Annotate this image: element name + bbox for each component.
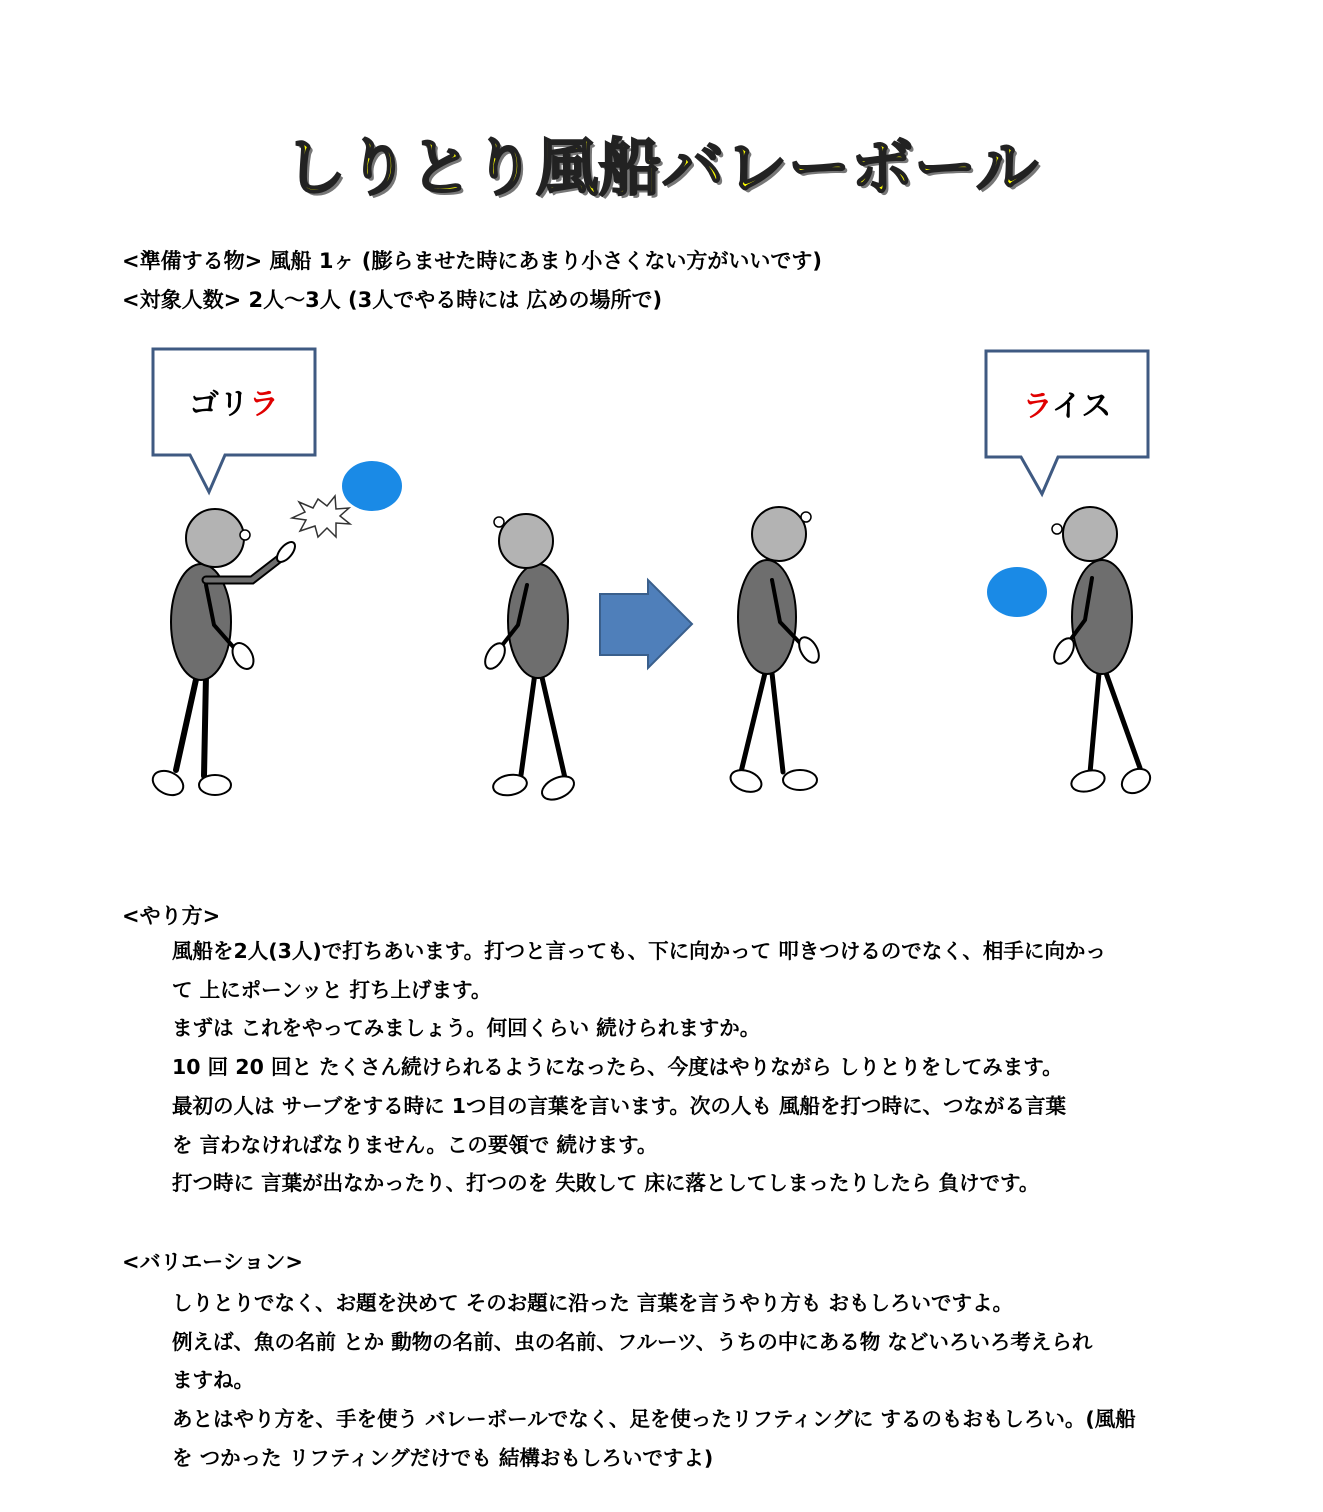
how-to-line: 10 回 20 回と たくさん続けられるようになったら、今度はやりながら しりとりをしてみます。: [172, 1055, 1063, 1080]
variation-line: ますね。: [172, 1368, 254, 1393]
how-to-line: 風船を2人(3人)で打ちあいます。打つと言っても、下に向かって 叩きつけるのでなく、相手に向かっ: [172, 939, 1106, 963]
figure-walking-1: [481, 514, 578, 804]
how-to-line: 最初の人は サーブをする時に 1つ目の言葉を言います。次の人も 風船を打つ時に、つながる言葉: [172, 1093, 1067, 1118]
balloon-right: [987, 567, 1047, 617]
how-to-line: 打つ時に 言葉が出なかったり、打つのを 失敗して 床に落としてしまったりしたら 負けです。: [172, 1171, 1040, 1196]
bubble-left-text: ゴリラ: [189, 387, 279, 422]
page-title: しりとり風船バレーボール: [284, 131, 1039, 204]
variation-line: あとはやり方を、手を使う バレーボールでなく、足を使ったリフティングに するのもおもしろい。(風船: [172, 1407, 1136, 1432]
variation-line: 例えば、魚の名前 とか 動物の名前、虫の名前、フルーツ、うちの中にある物 などいろいろ考えられ: [172, 1329, 1093, 1354]
balloon-left: [342, 461, 402, 511]
how-to-body: [172, 932, 1212, 1203]
variation-heading: <バリエーション>: [122, 1250, 303, 1274]
variation-line: を つかった リフティングだけでも 結構おもしろいですよ): [172, 1445, 714, 1470]
illustration: [0, 330, 1323, 820]
variation-line: しりとりでなく、お題を決めて そのお題に沿った 言葉を言うやり方も おもしろいですよ。: [172, 1291, 1013, 1315]
figure-hitting: [149, 509, 298, 800]
how-to-line: を 言わなければなりません。この要領で 続けます。: [172, 1132, 658, 1157]
how-to-line: て 上にポーンッと 打ち上げます。: [172, 977, 492, 1002]
items-needed: <準備する物> 風船 1ヶ (膨らませた時にあまり小さくない方がいいです): [122, 249, 822, 273]
variation-body: [172, 1284, 1212, 1478]
arrow-right-icon: [600, 580, 692, 668]
how-to-heading: <やり方>: [122, 904, 221, 928]
impact-burst-icon: [292, 496, 350, 537]
figure-standing-1: [728, 507, 823, 796]
how-to-line: まずは これをやってみましょう。何回くらい 続けられますか。: [172, 1016, 761, 1041]
player-count: <対象人数> 2人〜3人 (3人でやる時には 広めの場所で): [122, 288, 663, 312]
bubble-right-text: ライス: [1022, 389, 1112, 424]
figure-receiving: [1050, 507, 1154, 798]
